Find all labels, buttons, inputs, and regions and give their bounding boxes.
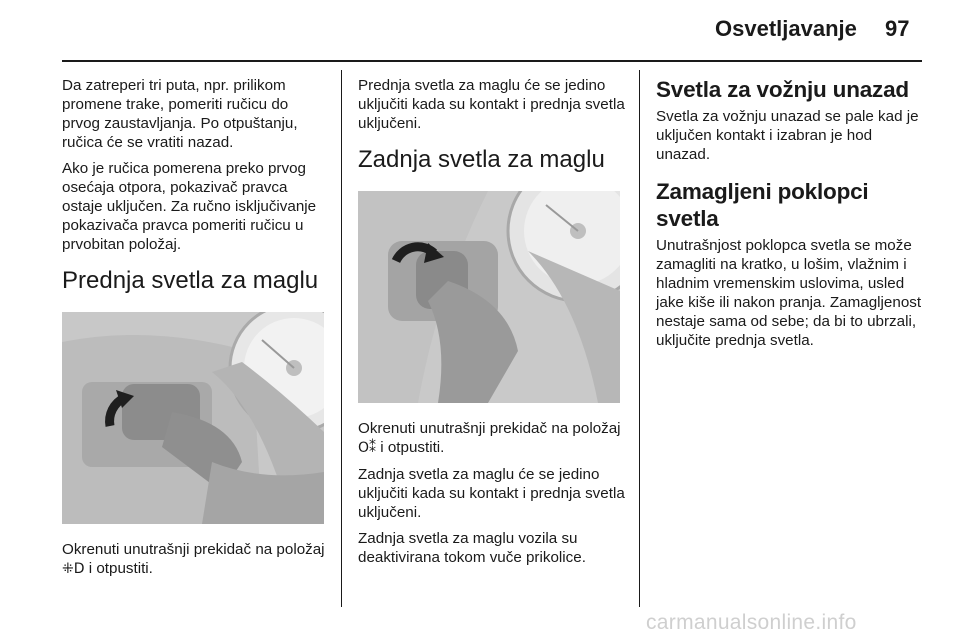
front-fog-light-symbol: ⁜D <box>62 561 85 577</box>
column-divider-2 <box>639 70 640 607</box>
column-3 <box>656 76 926 357</box>
paragraph: Svetla za vožnju unazad se pale kad je uključen kontakt i izabran je hod unazad. <box>656 108 919 163</box>
section-heading: Zadnja svetla za maglu <box>358 146 605 173</box>
paragraph: Prednja svetla za maglu će se jedino uključiti kada su kontakt i prednja svetla uključeni. <box>358 77 625 132</box>
paragraph: Ako je ručica pomerena preko prvog osećaja otpora, pokazivač pravca ostaje uključen. Za ručno isključivanje pokazivača pravca pomeriti ručicu u prvobitan položaj. <box>62 160 317 253</box>
page-number: 97 <box>885 16 910 41</box>
header-rule <box>62 60 922 62</box>
paragraph: Da zatreperi tri puta, npr. prilikom promene trake, pomeriti ručicu do prvog zaustavljanja. Po otpuštanju, ručica će se vratiti nazad. <box>62 77 298 151</box>
page-header-title: Osvetljavanje <box>715 16 857 41</box>
rear-fog-switch-illustration <box>358 191 620 403</box>
column-divider-1 <box>341 70 342 607</box>
figure-caption: Okrenuti unutrašnji prekidač na položaj O⁑ i otpustiti. <box>358 420 621 456</box>
watermark: carmanualsonline.info <box>646 611 857 634</box>
column-2 <box>358 76 626 574</box>
column-1 <box>62 76 330 586</box>
paragraph: Zadnja svetla za maglu će se jedino uključiti kada su kontakt i prednja svetla uključeni. <box>358 466 625 521</box>
paragraph: Unutrašnjost poklopca svetla se može zamagliti na kratko, u lošim, vlažnim i hladnim vremenskim uslovima, usled jake kiše ili nakon pranja. Zamagljenost nestaje sama od sebe; da bi to ubrzali, uključite prednja svetla. <box>656 237 922 349</box>
section-heading: Svetla za vožnju unazad <box>656 77 909 102</box>
figure-caption: Okrenuti unutrašnji prekidač na položaj ⁜D i otpustiti. <box>62 541 325 577</box>
section-heading: Prednja svetla za maglu <box>62 267 319 294</box>
rear-fog-light-symbol: O⁑ <box>358 440 377 456</box>
front-fog-switch-illustration <box>62 312 324 524</box>
paragraph: Zadnja svetla za maglu vozila su deaktivirana tokom vuče prikolice. <box>358 530 586 566</box>
section-heading: Zamagljeni poklopci svetla <box>656 179 869 231</box>
